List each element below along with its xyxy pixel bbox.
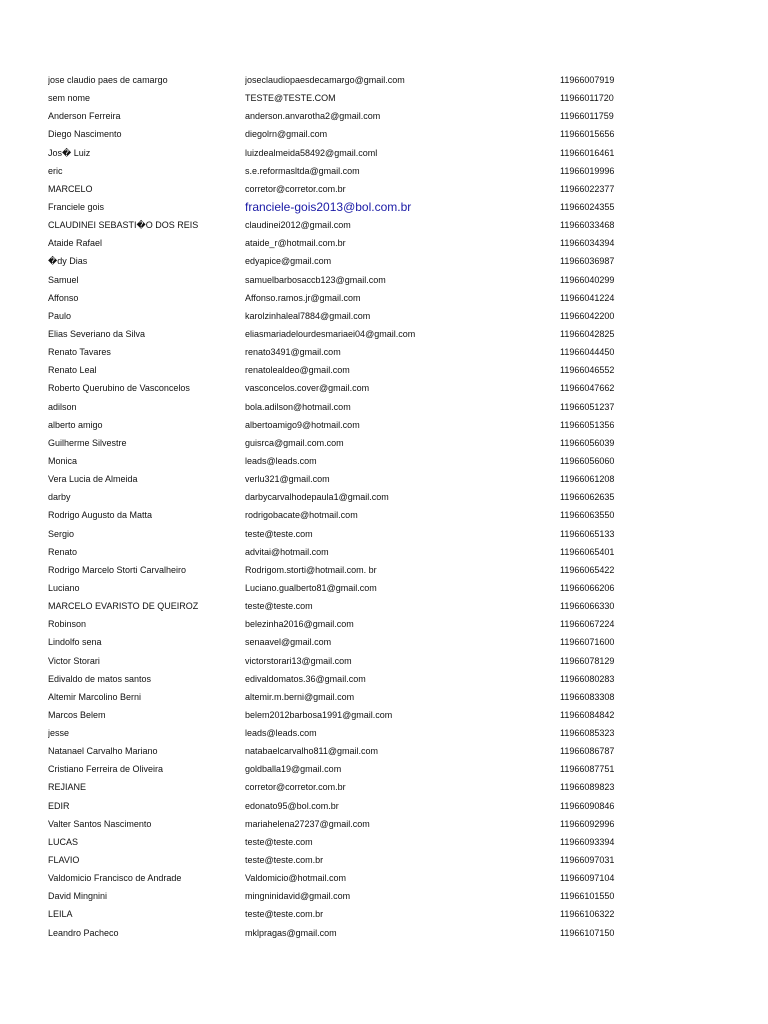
name-cell: sem nome bbox=[48, 93, 91, 104]
phone-cell: 11966040299 bbox=[560, 274, 615, 285]
phone-cell: 11966044450 bbox=[560, 347, 615, 358]
table-row bbox=[0, 924, 768, 942]
phone-cell: 11966071600 bbox=[560, 637, 615, 648]
email-cell: darbycarvalhodepaula1@gmail.com bbox=[245, 492, 389, 503]
name-cell: Lindolfo sena bbox=[48, 637, 102, 648]
email-cell: ataide_r@hotmail.com.br bbox=[245, 238, 346, 249]
email-cell: mingninidavid@gmail.com bbox=[245, 891, 351, 902]
email-cell: joseclaudiopaesdecamargo@gmail.com bbox=[245, 75, 405, 85]
email-cell: altemir.m.berni@gmail.com bbox=[245, 691, 355, 702]
table-row bbox=[0, 579, 768, 597]
phone-cell: 11966085323 bbox=[560, 728, 615, 739]
table-row bbox=[0, 398, 768, 416]
phone-cell: 11966047662 bbox=[560, 383, 615, 394]
table-row bbox=[0, 361, 768, 379]
name-cell: Victor Storari bbox=[48, 655, 100, 666]
name-cell: LEILA bbox=[48, 909, 73, 920]
phone-cell: 11966051356 bbox=[560, 419, 615, 430]
email-cell: karolzinhaleal7884@gmail.com bbox=[245, 310, 371, 321]
table-row bbox=[0, 706, 768, 724]
phone-cell: 11966007919 bbox=[560, 75, 615, 85]
table-row bbox=[0, 325, 768, 343]
name-cell: Vera Lucia de Almeida bbox=[48, 474, 138, 485]
email-cell: guisrca@gmail.com.com bbox=[245, 437, 344, 448]
name-cell: Natanael Carvalho Mariano bbox=[48, 746, 158, 757]
phone-cell: 11966066330 bbox=[560, 601, 615, 612]
name-cell: Anderson Ferreira bbox=[48, 111, 121, 122]
email-cell: teste@teste.com.br bbox=[245, 909, 324, 920]
table-row bbox=[0, 506, 768, 524]
phone-cell: 11966051237 bbox=[560, 401, 615, 412]
phone-cell: 11966041224 bbox=[560, 292, 615, 303]
email-cell: bola.adilson@hotmail.com bbox=[245, 401, 351, 412]
phone-cell: 11966097104 bbox=[560, 873, 615, 884]
name-cell: Leandro Pacheco bbox=[48, 927, 119, 938]
table-row bbox=[0, 851, 768, 869]
name-cell: Sergio bbox=[48, 528, 75, 539]
phone-cell: 11966061208 bbox=[560, 474, 615, 485]
phone-cell: 11966065422 bbox=[560, 564, 615, 575]
table-row bbox=[0, 815, 768, 833]
email-cell: victorstorari13@gmail.com bbox=[245, 655, 352, 666]
table-row bbox=[0, 652, 768, 670]
table-row bbox=[0, 525, 768, 543]
phone-cell: 11966106322 bbox=[560, 909, 615, 920]
table-row bbox=[0, 416, 768, 434]
table-row bbox=[0, 289, 768, 307]
table-row bbox=[0, 670, 768, 688]
table-row bbox=[0, 561, 768, 579]
table-row bbox=[0, 180, 768, 198]
name-cell: Valter Santos Nascimento bbox=[48, 818, 152, 829]
name-cell: CLAUDINEI SEBASTI�O DOS REIS bbox=[48, 220, 199, 231]
name-cell: alberto amigo bbox=[48, 419, 103, 430]
phone-cell: 11966089823 bbox=[560, 782, 615, 793]
name-cell: FLAVIO bbox=[48, 855, 80, 866]
table-row bbox=[0, 234, 768, 252]
phone-cell: 11966046552 bbox=[560, 365, 615, 376]
email-cell: mklpragas@gmail.com bbox=[245, 927, 337, 938]
email-cell: Luciano.gualberto81@gmail.com bbox=[245, 582, 377, 593]
email-cell: belem2012barbosa1991@gmail.com bbox=[245, 709, 393, 720]
table-row bbox=[0, 125, 768, 143]
phone-cell: 11966065133 bbox=[560, 528, 615, 539]
phone-cell: 11966092996 bbox=[560, 818, 615, 829]
name-cell: MARCELO bbox=[48, 183, 93, 194]
name-cell: EDIR bbox=[48, 800, 70, 811]
phone-cell: 11966084842 bbox=[560, 709, 615, 720]
table-row bbox=[0, 470, 768, 488]
email-cell: corretor@corretor.com.br bbox=[245, 183, 346, 194]
name-cell: jesse bbox=[48, 728, 70, 739]
table-row bbox=[0, 597, 768, 615]
phone-cell: 11966097031 bbox=[560, 855, 615, 866]
email-cell: samuelbarbosaccb123@gmail.com bbox=[245, 274, 386, 285]
email-cell: rodrigobacate@hotmail.com bbox=[245, 510, 358, 521]
table-row bbox=[0, 107, 768, 125]
name-cell: Renato Leal bbox=[48, 365, 97, 376]
table-row bbox=[0, 615, 768, 633]
name-cell: LUCAS bbox=[48, 836, 79, 847]
table-row bbox=[0, 252, 768, 270]
name-cell: jose claudio paes de camargo bbox=[48, 75, 168, 85]
name-cell: Robinson bbox=[48, 619, 87, 630]
table-row bbox=[0, 543, 768, 561]
table-row bbox=[0, 778, 768, 796]
email-cell: natabaelcarvalho811@gmail.com bbox=[245, 746, 379, 757]
email-cell: edonato95@bol.com.br bbox=[245, 800, 339, 811]
name-cell: David Mingnini bbox=[48, 891, 108, 902]
email-cell: Valdomicio@hotmail.com bbox=[245, 873, 347, 884]
email-cell: teste@teste.com bbox=[245, 601, 313, 612]
email-cell: claudinei2012@gmail.com bbox=[245, 220, 351, 231]
table-row bbox=[0, 71, 768, 89]
name-cell: Altemir Marcolino Berni bbox=[48, 691, 142, 702]
phone-cell: 11966056060 bbox=[560, 455, 615, 466]
phone-cell: 11966067224 bbox=[560, 619, 615, 630]
email-cell: verlu321@gmail.com bbox=[245, 474, 330, 485]
phone-cell: 11966062635 bbox=[560, 492, 615, 503]
table-row bbox=[0, 452, 768, 470]
email-cell: edyapice@gmail.com bbox=[245, 256, 332, 267]
email-cell: diegolrn@gmail.com bbox=[245, 129, 328, 140]
table-row bbox=[0, 434, 768, 452]
email-cell: teste@teste.com.br bbox=[245, 855, 324, 866]
phone-cell: 11966078129 bbox=[560, 655, 615, 666]
phone-cell: 11966042200 bbox=[560, 310, 615, 321]
phone-cell: 11966086787 bbox=[560, 746, 615, 757]
phone-cell: 11966011759 bbox=[560, 111, 614, 122]
email-cell: eliasmariadelourdesmariaei04@gmail.com bbox=[245, 328, 416, 339]
name-cell: Paulo bbox=[48, 310, 72, 321]
name-cell: Luciano bbox=[48, 582, 80, 593]
phone-cell: 11966036987 bbox=[560, 256, 615, 267]
email-cell: albertoamigo9@hotmail.com bbox=[245, 419, 360, 430]
table-row bbox=[0, 905, 768, 923]
name-cell: Rodrigo Augusto da Matta bbox=[48, 510, 153, 521]
table-row bbox=[0, 144, 768, 162]
phone-cell: 11966093394 bbox=[560, 836, 615, 847]
email-cell: teste@teste.com bbox=[245, 836, 313, 847]
phone-cell: 11966033468 bbox=[560, 220, 615, 231]
table-row bbox=[0, 271, 768, 289]
name-cell: Renato bbox=[48, 546, 78, 557]
name-cell: eric bbox=[48, 165, 63, 176]
name-cell: Affonso bbox=[48, 292, 79, 303]
name-cell: Rodrigo Marcelo Storti Carvalheiro bbox=[48, 564, 187, 575]
name-cell: Elias Severiano da Silva bbox=[48, 328, 146, 339]
email-cell: teste@teste.com bbox=[245, 528, 313, 539]
phone-cell: 11966034394 bbox=[560, 238, 615, 249]
phone-cell: 11966042825 bbox=[560, 328, 615, 339]
table-row bbox=[0, 869, 768, 887]
phone-cell: 11966056039 bbox=[560, 437, 615, 448]
name-cell: Guilherme Silvestre bbox=[48, 437, 127, 448]
email-cell: mariahelena27237@gmail.com bbox=[245, 818, 370, 829]
table-row bbox=[0, 162, 768, 180]
table-row bbox=[0, 343, 768, 361]
phone-cell: 11966107150 bbox=[560, 927, 615, 938]
table-row bbox=[0, 887, 768, 905]
name-cell: Franciele gois bbox=[48, 201, 105, 212]
contact-table bbox=[0, 71, 768, 942]
table-row bbox=[0, 198, 768, 216]
email-cell: s.e.reformasltda@gmail.com bbox=[245, 165, 360, 176]
email-cell: corretor@corretor.com.br bbox=[245, 782, 346, 793]
email-cell: goldballa19@gmail.com bbox=[245, 764, 342, 775]
table-row bbox=[0, 797, 768, 815]
phone-cell: 11966022377 bbox=[560, 183, 615, 194]
name-cell: Roberto Querubino de Vasconcelos bbox=[48, 383, 190, 394]
name-cell: �dy Dias bbox=[48, 256, 88, 267]
table-row bbox=[0, 307, 768, 325]
email-cell: senaavel@gmail.com bbox=[245, 637, 332, 648]
table-row bbox=[0, 379, 768, 397]
name-cell: Cristiano Ferreira de Oliveira bbox=[48, 764, 164, 775]
table-row bbox=[0, 633, 768, 651]
phone-cell: 11966024355 bbox=[560, 201, 615, 212]
email-cell: vasconcelos.cover@gmail.com bbox=[245, 383, 370, 394]
name-cell: darby bbox=[48, 492, 71, 503]
email-cell: belezinha2016@gmail.com bbox=[245, 619, 354, 630]
email-cell: leads@leads.com bbox=[245, 455, 317, 466]
phone-cell: 11966066206 bbox=[560, 582, 615, 593]
table-row bbox=[0, 488, 768, 506]
email-cell: edivaldomatos.36@gmail.com bbox=[245, 673, 366, 684]
table-row bbox=[0, 216, 768, 234]
phone-cell: 11966063550 bbox=[560, 510, 615, 521]
table-row bbox=[0, 760, 768, 778]
email-link[interactable]: franciele-gois2013@bol.com.br bbox=[245, 199, 412, 214]
email-cell: advitai@hotmail.com bbox=[245, 546, 329, 557]
name-cell: Ataide Rafael bbox=[48, 238, 103, 249]
email-cell: anderson.anvarotha2@gmail.com bbox=[245, 111, 381, 122]
name-cell: Renato Tavares bbox=[48, 347, 111, 358]
name-cell: Diego Nascimento bbox=[48, 129, 122, 140]
phone-cell: 11966080283 bbox=[560, 673, 615, 684]
email-cell: renato3491@gmail.com bbox=[245, 347, 341, 358]
table-row bbox=[0, 688, 768, 706]
name-cell: adilson bbox=[48, 401, 77, 412]
name-cell: Monica bbox=[48, 455, 78, 466]
email-cell: renatolealdeo@gmail.com bbox=[245, 365, 350, 376]
name-cell: REJIANE bbox=[48, 782, 87, 793]
phone-cell: 11966090846 bbox=[560, 800, 615, 811]
table-row bbox=[0, 89, 768, 107]
name-cell: MARCELO EVARISTO DE QUEIROZ bbox=[48, 601, 199, 612]
phone-cell: 11966015656 bbox=[560, 129, 615, 140]
email-cell: TESTE@TESTE.COM bbox=[245, 93, 336, 104]
phone-cell: 11966101550 bbox=[560, 891, 615, 902]
phone-cell: 11966087751 bbox=[560, 764, 615, 775]
email-cell: leads@leads.com bbox=[245, 728, 317, 739]
phone-cell: 11966065401 bbox=[560, 546, 615, 557]
email-cell: Affonso.ramos.jr@gmail.com bbox=[245, 292, 361, 303]
phone-cell: 11966019996 bbox=[560, 165, 615, 176]
phone-cell: 11966011720 bbox=[560, 93, 614, 104]
name-cell: Edivaldo de matos santos bbox=[48, 673, 152, 684]
table-row bbox=[0, 724, 768, 742]
name-cell: Samuel bbox=[48, 274, 79, 285]
name-cell: Jos� Luiz bbox=[48, 147, 91, 158]
name-cell: Valdomicio Francisco de Andrade bbox=[48, 873, 182, 884]
table-row bbox=[0, 833, 768, 851]
email-cell: Rodrigom.storti@hotmail.com. br bbox=[245, 564, 377, 575]
phone-cell: 11966083308 bbox=[560, 691, 615, 702]
phone-cell: 11966016461 bbox=[560, 147, 615, 158]
email-cell: luizdealmeida58492@gmail.coml bbox=[245, 147, 378, 158]
name-cell: Marcos Belem bbox=[48, 709, 106, 720]
table-row bbox=[0, 742, 768, 760]
